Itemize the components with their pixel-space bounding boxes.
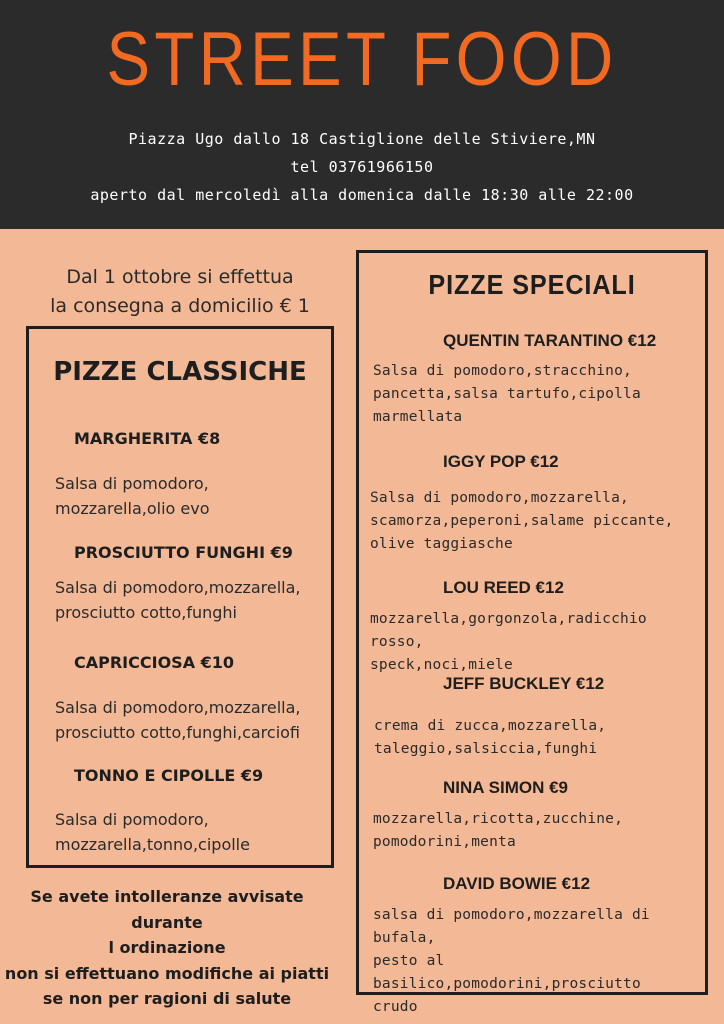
menu-item-description: mozzarella,gorgonzola,radicchio rosso, speck,noci,miele <box>370 611 647 673</box>
delivery-line-1: Dal 1 ottobre si effettua <box>66 266 294 288</box>
menu-item-description: Salsa di pomodoro, mozzarella,olio evo <box>55 474 210 518</box>
menu-item-description: Salsa di pomodoro,mozzarella, scamorza,peperoni,salame piccante, olive taggiasche <box>370 490 674 552</box>
notice-line-2: durante <box>131 912 203 932</box>
allergy-notice <box>0 884 334 1012</box>
menu-item-description: Salsa di pomodoro,mozzarella, prosciutto cotto,funghi <box>55 578 301 622</box>
menu-item-name: NINA SIMON €9 <box>443 778 569 797</box>
menu-item-description: salsa di pomodoro,mozzarella di bufala, pesto al basilico,pomodorini,prosciutto crudo <box>373 907 650 1015</box>
menu-item-name: IGGY POP €12 <box>443 452 559 471</box>
opening-hours-text: aperto dal mercoledì alla domenica dalle 18:30 alle 22:00 <box>90 186 634 204</box>
menu-item-name: JEFF BUCKLEY €12 <box>443 674 605 693</box>
menu-item-description: Salsa di pomodoro, mozzarella,tonno,cipolle <box>55 810 250 854</box>
special-pizzas-title: PIZZE SPECIALI <box>428 269 636 300</box>
menu-item-name: DAVID BOWIE €12 <box>443 874 591 893</box>
menu-item-name: QUENTIN TARANTINO €12 <box>443 331 657 350</box>
notice-line-5: se non per ragioni di salute <box>42 989 292 1008</box>
menu-item-description: mozzarella,ricotta,zucchine, pomodorini,menta <box>373 811 624 850</box>
phone-text: tel 03761966150 <box>290 158 434 176</box>
page-title: STREET FOOD <box>106 17 618 102</box>
notice-line-1: Se avete intolleranze avvisate <box>30 887 304 906</box>
header-banner <box>0 0 724 229</box>
menu-item-description: Salsa di pomodoro,mozzarella, prosciutto cotto,funghi,carciofi <box>55 698 301 742</box>
menu-item-name: LOU REED €12 <box>443 578 564 597</box>
special-pizzas-section <box>356 250 708 1015</box>
notice-line-3: l ordinazione <box>108 938 226 957</box>
menu-item-description: crema di zucca,mozzarella, taleggio,salsiccia,funghi <box>374 718 607 757</box>
menu-item-name: MARGHERITA €8 <box>74 429 221 448</box>
classic-pizzas-section <box>26 326 334 868</box>
delivery-line-2: la consegna a domicilio € 1 <box>50 295 310 317</box>
delivery-notice <box>30 263 330 321</box>
menu-item-description: Salsa di pomodoro,stracchino, pancetta,salsa tartufo,cipolla marmellata <box>373 363 641 425</box>
menu-item-name: PROSCIUTTO FUNGHI €9 <box>74 543 293 562</box>
notice-line-4: non si effettuano modifiche ai piatti <box>4 963 330 983</box>
menu-item-name: CAPRICCIOSA €10 <box>74 653 235 672</box>
classic-pizzas-title: PIZZE CLASSICHE <box>53 357 307 387</box>
menu-item-name: TONNO E CIPOLLE €9 <box>74 766 264 785</box>
address-text: Piazza Ugo dallo 18 Castiglione delle Stiviere,MN <box>128 130 596 148</box>
